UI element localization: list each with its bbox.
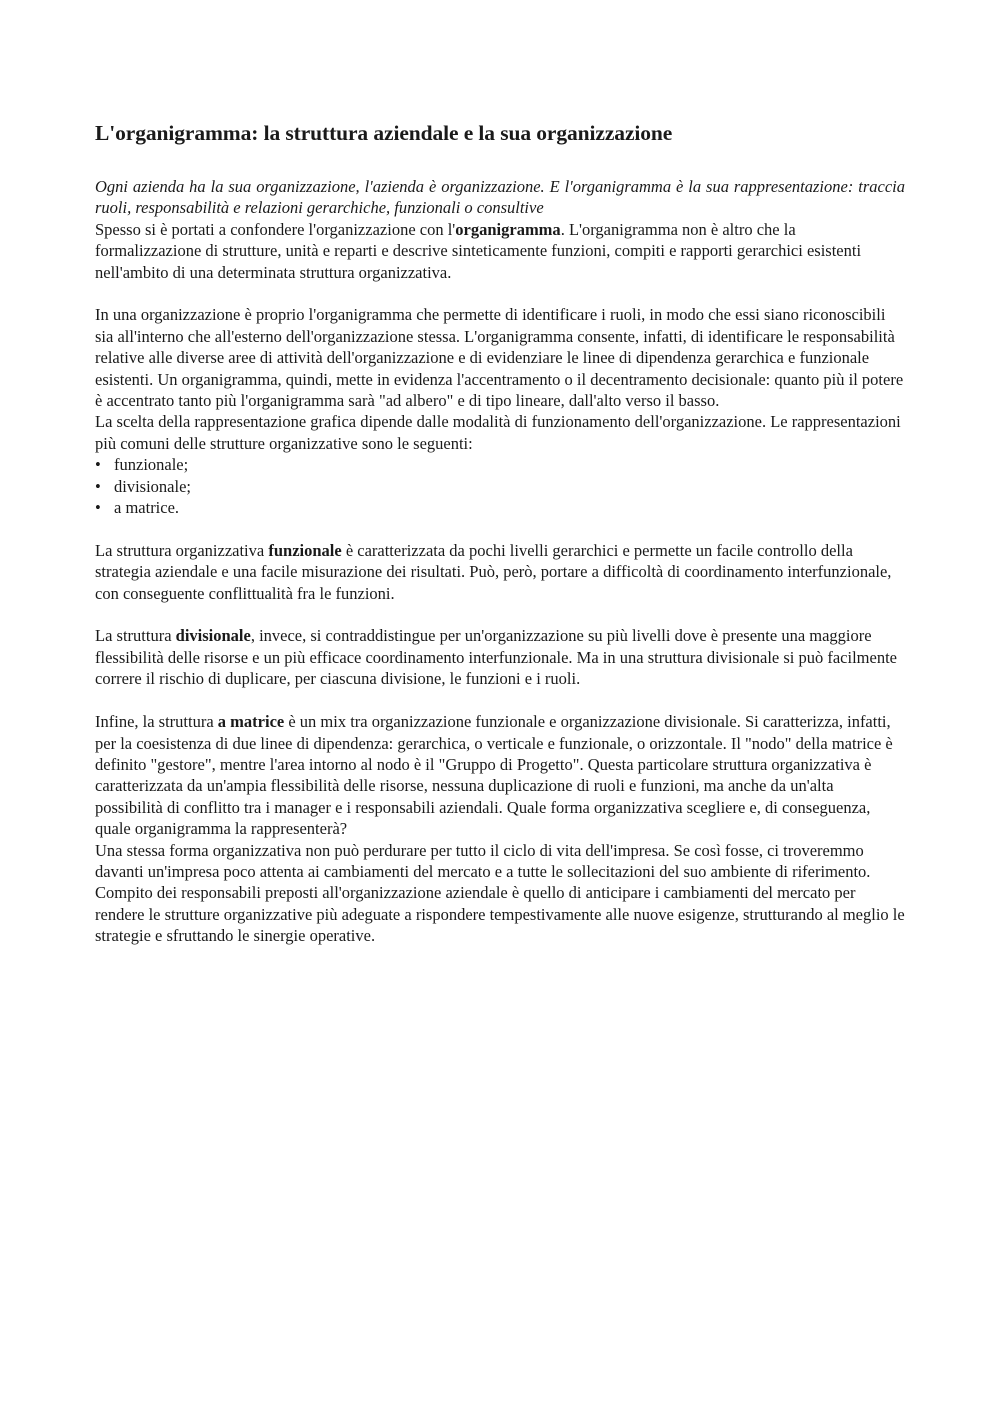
list-item-label: divisionale;	[114, 476, 191, 496]
list-item	[95, 476, 905, 497]
bold-term: a matrice	[217, 712, 285, 732]
paragraph-text: è caratterizzata da pochi livelli gerarchici e permette un facile controllo della strategia aziendale e una facile misurazione dei risultati. Può, però, portare a difficoltà di coordinamento interfunzionale, con conseguente conflittualità fra le funzioni.	[95, 540, 892, 603]
paragraph-conclusion: Una stessa forma organizzativa non può perdurare per tutto il ciclo di vita dell'impresa. Se così fosse, ci troveremmo davanti un'impresa poco attenta ai cambiamenti del mercato e a tutte le sollecitazioni del suo ambiente di riferimento. Compito dei responsabili preposti all'organizzazione aziendale è quello di anticipare i cambiamenti del mercato per rendere le strutture organizzative più adeguate a rispondere tempestivamente alle nuove esigenze, strutturando al meglio le strategie e sfruttando le sinergie operative.	[95, 840, 905, 946]
lead-paragraph: Ogni azienda ha la sua organizzazione, l'azienda è organizzazione. E l'organigramma è la sua rappresentazione: traccia ruoli, responsabilità e relazioni gerarchiche, funzionali o consultive	[95, 177, 905, 218]
document-title: L'organigramma: la struttura aziendale e la sua organizzazione	[95, 121, 673, 145]
bullet-icon: •	[95, 498, 101, 518]
paragraph-text: La struttura organizzativa	[95, 540, 269, 560]
paragraph-matrix	[95, 711, 905, 839]
bullet-icon: •	[95, 476, 101, 496]
paragraph-identify-roles: In una organizzazione è proprio l'organigramma che permette di identificare i ruoli, in modo che essi siano riconoscibili sia all'interno che all'esterno dell'organizzazione stessa. L'organigramma consente, infatti, di identificare le responsabilità relative alle diverse aree di attività dell'organizzazione e di evidenziare le linee di dipendenza gerarchica e funzionale esistenti. Un organigramma, quindi, mette in evidenza l'accentramento o il decentramento decisionale: quanto più il potere è accentrato tanto più l'organigramma sarà "ad albero" e di tipo lineare, dall'alto verso il basso.	[95, 305, 904, 411]
paragraph-gap	[95, 690, 905, 711]
list-item	[95, 454, 905, 475]
list-item-label: a matrice.	[114, 498, 180, 518]
paragraph-functional	[95, 540, 905, 604]
paragraph-gap	[95, 604, 905, 625]
paragraph-text: è un mix tra organizzazione funzionale e organizzazione divisionale. Si caratterizza, infatti, per la coesistenza di due linee di dipendenza: gerarchica, o verticale e funzionale, o orizzontale. Il "nodo" della matrice è definito "gestore", mentre l'area intorno al nodo è il "Gruppo di Progetto". Questa particolare struttura organizzativa è caratterizzata da un'ampia flessibilità delle risorse, nessuna duplicazione di ruoli e funzioni, ma anche da un'alta possibilità di conflitto tra i manager e i responsabili aziendali. Quale forma organizzativa scegliere e, di conseguenza, quale organigramma la rappresenterà?	[95, 712, 893, 839]
list-item-label: funzionale;	[114, 455, 189, 475]
paragraph-text: , invece, si contraddistingue per un'organizzazione su più livelli dove è presente una maggiore flessibilità delle risorse e un più efficace coordinamento interfunzionale. Ma in una struttura divisionale si può facilmente correre il rischio di duplicare, per ciascuna divisione, le funzioni e i ruoli.	[95, 626, 897, 689]
bold-term: organigramma	[455, 219, 561, 239]
paragraph-gap	[95, 518, 905, 539]
paragraph-text: Spesso si è portati a confondere l'organizzazione con l'	[95, 219, 456, 239]
paragraph-gap	[95, 283, 905, 304]
paragraph-text: . L'organigramma non è altro che la formalizzazione di strutture, unità e reparti e descrive sinteticamente funzioni, compiti e rapporti gerarchici esistenti nell'ambito di una determinata struttura organizzativa.	[95, 219, 862, 282]
structure-type-list	[95, 454, 905, 518]
paragraph-text: Infine, la struttura	[95, 712, 218, 732]
paragraph-intro	[95, 219, 905, 283]
list-item	[95, 497, 905, 518]
bold-term: divisionale	[175, 626, 251, 646]
paragraph-divisional	[95, 625, 905, 689]
paragraph-text: La struttura	[95, 626, 176, 646]
bullet-icon: •	[95, 455, 101, 475]
paragraph-representation-choice: La scelta della rappresentazione grafica dipende dalle modalità di funzionamento dell'organizzazione. Le rappresentazioni più comuni delle strutture organizzative sono le seguenti:	[95, 412, 901, 453]
bold-term: funzionale	[268, 540, 342, 560]
document-page	[95, 118, 905, 947]
